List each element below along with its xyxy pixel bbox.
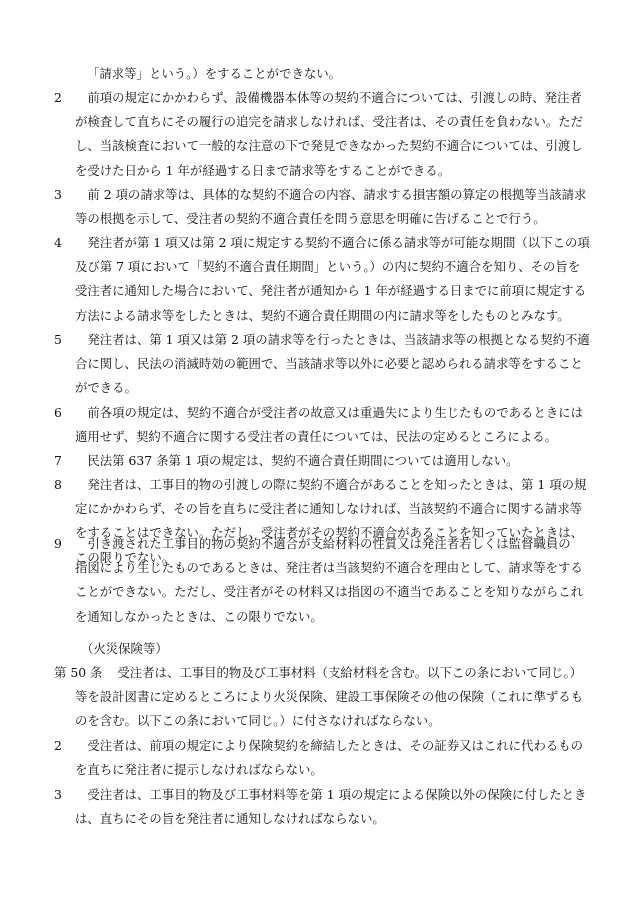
paragraph-number: 9	[54, 536, 62, 551]
paragraph-number: 6	[54, 405, 62, 420]
paragraph-number: 3	[54, 187, 62, 202]
art50-paragraph-2: 2 受注者は、前項の規定により保険契約を締結したときは、その証券又はこれに代わるもの を直ちに発注者に提示しなければならない。	[75, 734, 565, 782]
article-heading: （火災保険等）	[81, 641, 168, 656]
art49-paragraph-7: 7 民法第 637 条第 1 項の規定は、契約不適合責任期間については適用しない。	[75, 449, 565, 473]
paragraph-number: 8	[54, 477, 62, 492]
paragraph-number: 7	[54, 453, 62, 468]
art49-continuation: 「請求等」という。）をすることができない。	[87, 66, 342, 81]
art50-paragraph-3: 3 受注者は、工事目的物及び工事材料等を第 1 項の規定による保険以外の保険に付したとき は、直ちにその旨を発注者に通知しなければならない。	[75, 783, 565, 831]
paragraph-number: 3	[54, 787, 62, 802]
paragraph-number: 4	[54, 235, 62, 250]
art50-paragraph-1: 第 50 条 受注者は、工事目的物及び工事材料（支給材料を含む。以下この条において同じ。） 等を設計図書に定めるところにより火災保険、建設工事保険その他の保険（これに準ずるも のを含む。以下この条において同じ。）に付さなければならない。	[75, 661, 565, 734]
art49-paragraph-6: 6 前各項の規定は、契約不適合が受注者の故意又は重過失により生じたものであるときには 適用せず、契約不適合に関する受注者の責任については、民法の定めるところによる。	[75, 401, 565, 449]
art49-paragraph-5: 5 発注者は、第 1 項又は第 2 項の請求等を行ったときは、当該請求等の根拠となる契約不適 合に関し、民法の消滅時効の範囲で、当該請求等以外に必要と認められる請求等をすること ができる。	[75, 328, 565, 401]
art49-paragraph-9: 9 引き渡された工事目的物の契約不適合が支給材料の性質又は発注者若しくは監督職員の 指図により生じたものであるときは、発注者は当該契約不適合を理由として、請求等をする ことができない。ただし、受注者がその材料又は指図の不適当であることを知りながらこれ を通知しなかったときは、この限りでない。	[75, 532, 565, 629]
paragraph-number: 2	[54, 90, 62, 105]
art49-paragraph-4: 4 発注者が第 1 項又は第 2 項に規定する契約不適合に係る請求等が可能な期間（以下この項 及び第 7 項において「契約不適合責任期間」という。）の内に契約不適合を知り、その旨を 受注者に通知した場合において、発注者が通知から 1 年が経過する日までに前項に規定する 方法による請求等をしたときは、契約不適合責任期間の内に請求等をしたものとみなす。	[75, 231, 565, 328]
art49-paragraph-3: 3 前 2 項の請求等は、具体的な契約不適合の内容、請求する損害額の算定の根拠等当該請求 等の根拠を示して、受注者の契約不適合責任を問う意思を明確に告げることで行う。	[75, 183, 565, 231]
art49-paragraph-2: 2 前項の規定にかかわらず、設備機器本体等の契約不適合については、引渡しの時、発注者 が検査して直ちにその履行の追完を請求しなければ、受注者は、その責任を負わない。ただ し、当該検査において一般的な注意の下で発見できなかった契約不適合については、引渡し を受けた日から 1 年が経過する日まで請求等をすることができる。	[75, 86, 565, 183]
article-number: 第 50 条	[54, 665, 103, 680]
art49-paragraph-8: 8 発注者は、工事目的物の引渡しの際に契約不適合があることを知ったときは、第 1 項の規 定にかかわらず、その旨を直ちに受注者に通知しなければ、当該契約不適合に関する請求等 をすることはできない。ただし、受注者がその契約不適合があることを知っていたときは、 この限りでない。	[75, 473, 565, 570]
paragraph-number: 5	[54, 332, 62, 347]
paragraph-number: 2	[54, 738, 62, 753]
